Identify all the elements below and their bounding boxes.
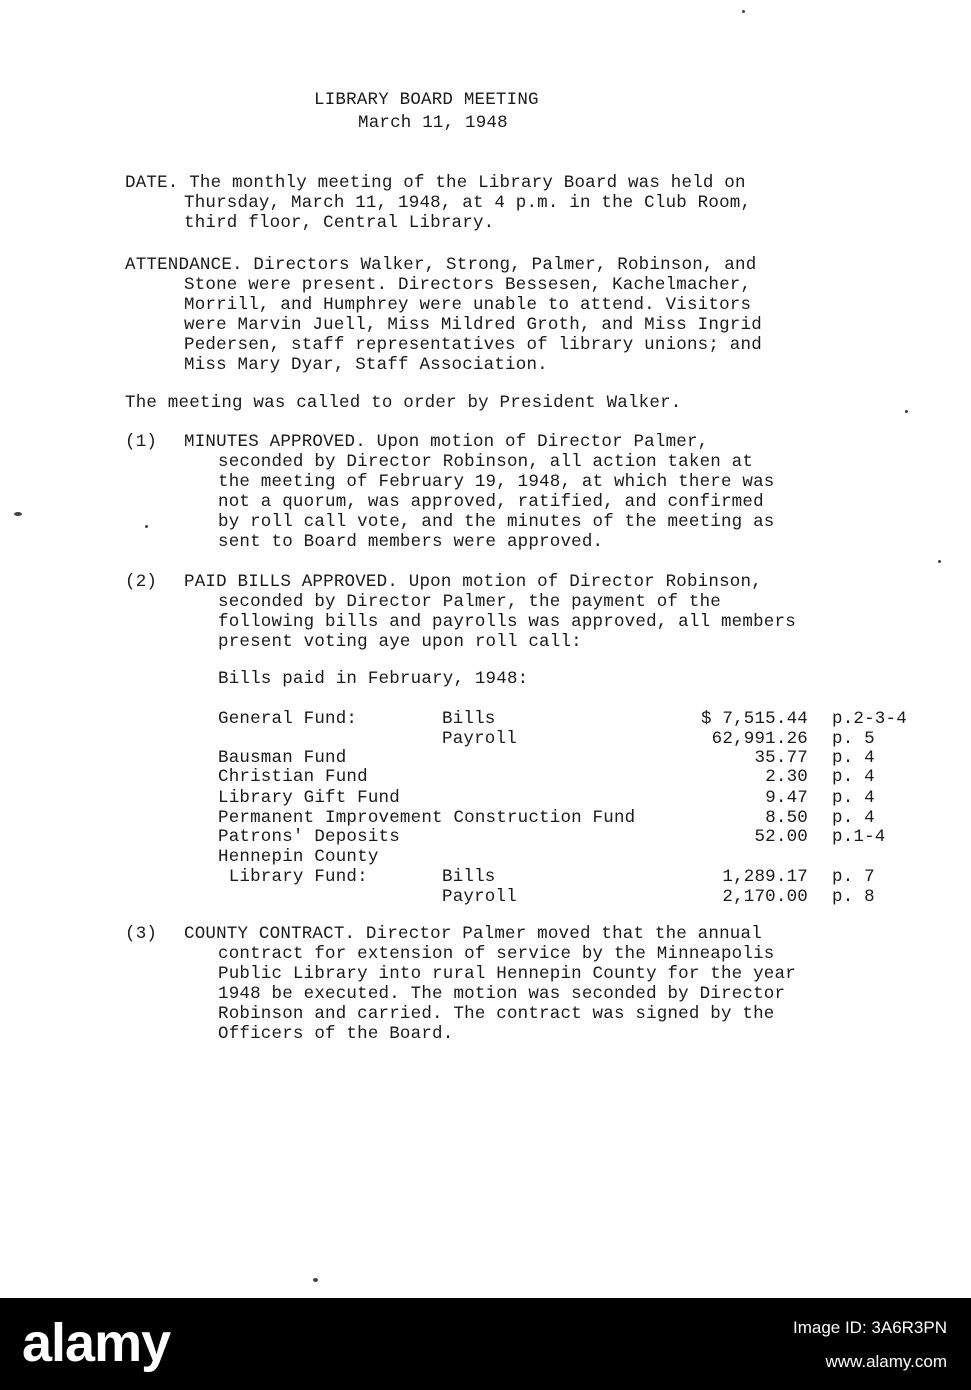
ledger-kind: Payroll [442,729,517,749]
item-number: (2) [125,572,158,592]
ledger-fund: Library Gift Fund [218,788,400,808]
minutes-approved-line: by roll call vote, and the minutes of the meeting as [218,512,775,532]
minutes-approved-line: seconded by Director Robinson, all action taken at [218,452,754,472]
ledger-page: p. 8 [832,887,875,907]
paid-bills-line: following bills and payrolls was approved, all members [218,612,796,632]
ledger-fund: Christian Fund [218,767,368,787]
ledger-amount: 35.77 [754,748,808,768]
ledger-amount: 1,289.17 [722,867,808,887]
ledger-fund: Patrons' Deposits [218,827,400,847]
ledger-amount: $ 7,515.44 [700,709,808,729]
ledger-fund: Permanent Improvement Construction Fund [218,808,636,828]
county-contract-line: Officers of the Board. [218,1024,454,1044]
ledger-kind: Bills [442,709,496,729]
ledger-page: p. 4 [832,767,875,787]
paid-bills-line: PAID BILLS APPROVED. Upon motion of Director Robinson, [184,572,762,592]
ledger-page: p. 4 [832,748,875,768]
county-contract-line: 1948 be executed. The motion was seconded by Director [218,984,786,1004]
watermark-brand: alamy [22,1313,171,1373]
scan-speck [145,525,148,528]
ledger-kind: Bills [442,867,496,887]
watermark-image-id: Image ID: 3A6R3PN [792,1318,947,1337]
ledger-fund: Hennepin County [218,847,379,867]
attendance-paragraph-line: Morrill, and Humphrey were unable to attend. Visitors [184,295,752,315]
county-contract-line: Public Library into rural Hennepin County for the year [218,964,796,984]
ledger-page: p.1-4 [832,827,886,847]
paid-bills-line: seconded by Director Palmer, the payment of the [218,592,721,612]
attendance-paragraph-line: Stone were present. Directors Bessesen, Kachelmacher, [184,275,752,295]
attendance-paragraph-line: Miss Mary Dyar, Staff Association. [184,355,548,375]
minutes-approved-line: the meeting of February 19, 1948, at which there was [218,472,775,492]
county-contract-line: COUNTY CONTRACT. Director Palmer moved that the annual [184,924,762,944]
attendance-paragraph-line: were Marvin Juell, Miss Mildred Groth, and Miss Ingrid [184,315,762,335]
document-title: LIBRARY BOARD MEETING [314,90,539,110]
ledger-amount: 9.47 [765,788,808,808]
call-to-order-line: The meeting was called to order by President Walker. [125,393,682,413]
paid-bills-line: present voting aye upon roll call: [218,632,582,652]
attendance-paragraph-line: Pedersen, staff representatives of library unions; and [184,335,762,355]
item-number: (3) [125,924,158,944]
county-contract-line: Robinson and carried. The contract was signed by the [218,1004,775,1024]
scan-speck [905,410,908,413]
county-contract-line: contract for extension of service by the Minneapolis [218,944,775,964]
ledger-page: p. 4 [832,788,875,808]
scan-speck [313,1278,318,1282]
ledger-amount: 2,170.00 [722,887,808,907]
date-paragraph-line: Thursday, March 11, 1948, at 4 p.m. in the Club Room, [184,193,752,213]
scan-speck [742,10,745,13]
document-date: March 11, 1948 [358,113,508,133]
ledger-page: p. 5 [832,729,875,749]
ledger-fund: Library Fund: [218,867,368,887]
ledger-fund: General Fund: [218,709,358,729]
minutes-approved-line: not a quorum, was approved, ratified, and confirmed [218,492,764,512]
ledger-amount: 62,991.26 [711,729,808,749]
date-paragraph-line: DATE. The monthly meeting of the Library Board was held on [125,173,746,193]
ledger-page: p. 4 [832,808,875,828]
minutes-approved-line: MINUTES APPROVED. Upon motion of Director Palmer, [184,432,709,452]
watermark-url: www.alamy.com [825,1352,947,1371]
ledger-kind: Payroll [442,887,517,907]
ledger-amount: 52.00 [754,827,808,847]
scan-speck [938,560,941,563]
ledger-page: p.2-3-4 [832,709,907,729]
ledger-fund: Bausman Fund [218,748,347,768]
date-paragraph-line: third floor, Central Library. [184,213,495,233]
minutes-approved-line: sent to Board members were approved. [218,532,604,552]
ledger-amount: 2.30 [765,767,808,787]
ledger-amount: 8.50 [765,808,808,828]
bills-subheading: Bills paid in February, 1948: [218,669,529,689]
scan-speck [14,512,22,516]
item-number: (1) [125,432,158,452]
attendance-paragraph-line: ATTENDANCE. Directors Walker, Strong, Palmer, Robinson, and [125,255,757,275]
ledger-page: p. 7 [832,867,875,887]
